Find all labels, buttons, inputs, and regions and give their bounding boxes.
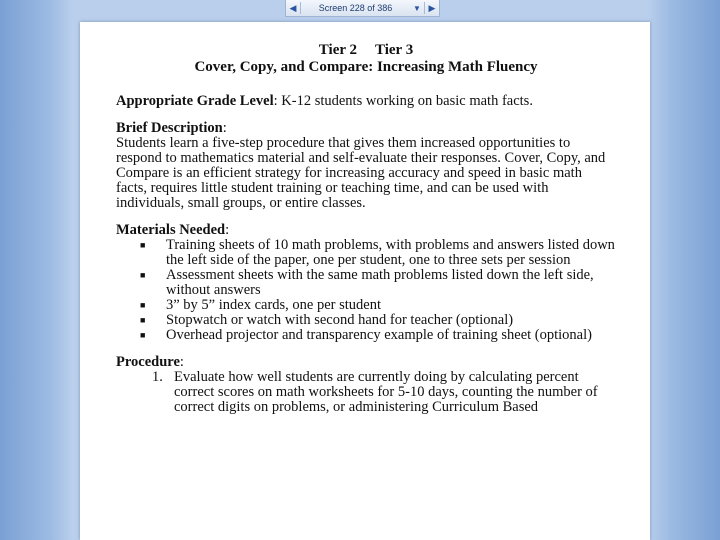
step-text: Evaluate how well students are currently doing by calculating percent correct scores on math worksheets for 5-10 days, counting the number of correct digits on problems, or administering Curriculum Based bbox=[174, 369, 598, 415]
list-item bbox=[140, 238, 616, 268]
bullet-icon: ■ bbox=[140, 315, 146, 325]
materials-heading-line bbox=[116, 223, 616, 238]
step-number: 1. bbox=[152, 369, 163, 385]
right-triangle-icon: ▶ bbox=[428, 2, 436, 13]
document-content bbox=[116, 42, 616, 415]
document-title: Cover, Copy, and Compare: Increasing Math Fluency bbox=[194, 59, 538, 75]
heading-colon: : bbox=[222, 120, 227, 136]
screen-menu-button[interactable] bbox=[410, 4, 424, 13]
previous-screen-button[interactable] bbox=[286, 0, 300, 16]
procedure-heading-line bbox=[116, 355, 616, 370]
procedure-heading: Procedure bbox=[116, 354, 180, 370]
tier-title bbox=[116, 42, 616, 59]
brief-description-heading-line bbox=[116, 121, 616, 136]
down-triangle-icon: ▼ bbox=[413, 3, 421, 13]
list-item bbox=[152, 370, 616, 415]
screen-navigator bbox=[285, 0, 440, 17]
bullet-icon: ■ bbox=[140, 240, 146, 250]
list-item-text: 3” by 5” index cards, one per student bbox=[166, 297, 382, 313]
bullet-icon: ■ bbox=[140, 330, 146, 340]
procedure-list bbox=[116, 370, 616, 415]
heading-colon: : bbox=[225, 222, 230, 238]
list-item bbox=[140, 313, 616, 328]
next-screen-button[interactable] bbox=[425, 0, 439, 16]
materials-list bbox=[116, 238, 616, 343]
grade-level-heading: Appropriate Grade Level bbox=[116, 93, 274, 109]
bullet-icon: ■ bbox=[140, 300, 146, 310]
left-triangle-icon: ◀ bbox=[289, 2, 297, 13]
tier-3-label: Tier 3 bbox=[375, 42, 414, 58]
bullet-icon: ■ bbox=[140, 270, 146, 280]
brief-description-text: Students learn a five-step procedure that gives them increased opportunities to respond to mathematics material and self-evaluate their responses. Cover, Copy, and Compare is an efficient strategy for increasing accuracy and speed in basic math facts, requires little student training or teaching time, and can be used with individuals, small groups, or entire classes. bbox=[116, 135, 606, 211]
list-item bbox=[140, 328, 616, 343]
heading-colon: : bbox=[179, 354, 184, 370]
screen-counter: Screen 228 of 386 bbox=[318, 3, 393, 13]
document-page bbox=[80, 22, 650, 540]
list-item-text: Assessment sheets with the same math problems listed down the left side, without answers bbox=[166, 267, 594, 298]
list-item-text: Overhead projector and transparency example of training sheet (optional) bbox=[166, 327, 592, 343]
list-item-text: Training sheets of 10 math problems, with problems and answers listed down the left side of the paper, one per student, one to three sets per session bbox=[166, 237, 615, 268]
materials-heading: Materials Needed bbox=[116, 222, 226, 238]
list-item bbox=[140, 268, 616, 298]
list-item bbox=[140, 298, 616, 313]
grade-level-text: : K-12 students working on basic math facts. bbox=[273, 93, 533, 109]
brief-description-heading: Brief Description bbox=[116, 120, 223, 136]
list-item-text: Stopwatch or watch with second hand for teacher (optional) bbox=[166, 312, 514, 328]
grade-level-paragraph bbox=[116, 94, 616, 109]
tier-2-label: Tier 2 bbox=[318, 42, 357, 58]
